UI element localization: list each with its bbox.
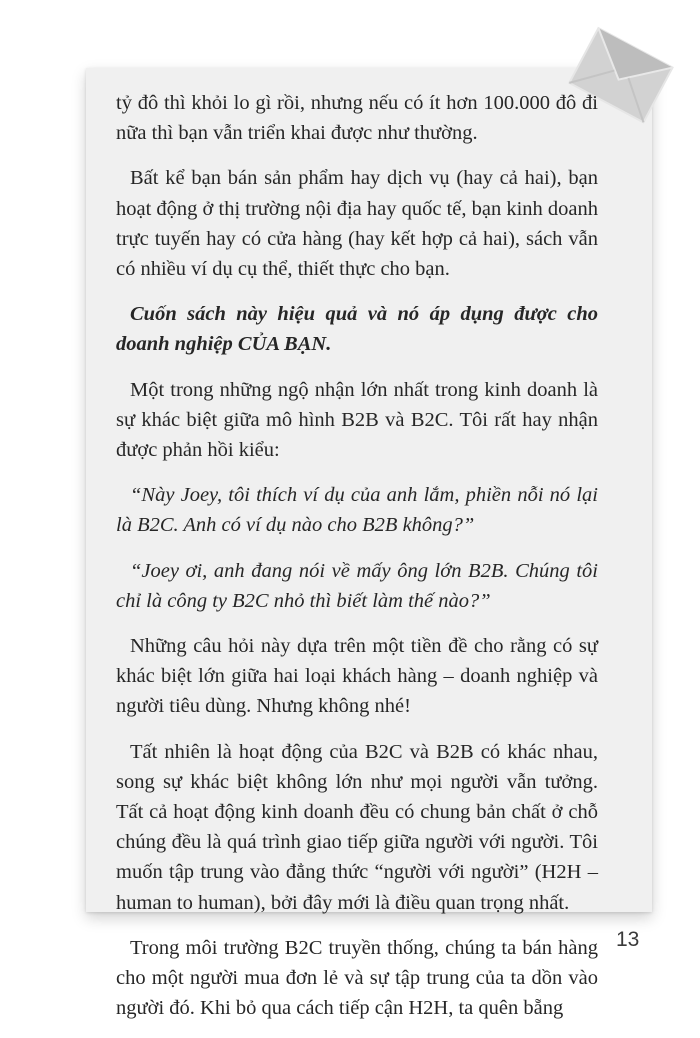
paragraph: Trong môi trường B2C truyền thống, chúng ta bán hàng cho một người mua đơn lẻ và sự tập trung của ta dồn vào người đó. Khi bỏ qua cách tiếp cận H2H, ta quên bẵng: [116, 936, 598, 1020]
body-text: [116, 88, 598, 1038]
quote-paragraph: “Này Joey, tôi thích ví dụ của anh lắm, phiền nỗi nó lại là B2C. Anh có ví dụ nào cho B2B không?”: [116, 484, 598, 537]
paragraph: Bất kể bạn bán sản phẩm hay dịch vụ (hay cả hai), bạn hoạt động ở thị trường nội địa hay quốc tế, bạn kinh doanh trực tuyến hay có cửa hàng (hay kết hợp cả hai), sách vẫn có nhiều ví dụ cụ thể, thiết thực cho bạn.: [116, 167, 599, 281]
paragraph: Những câu hỏi này dựa trên một tiền đề cho rằng có sự khác biệt lớn giữa hai loại khách hàng – doanh nghiệp và người tiêu dùng. Nhưng không nhé!: [116, 635, 598, 718]
quote-paragraph: “Joey ơi, anh đang nói về mấy ông lớn B2B. Chúng tôi chỉ là công ty B2C nhỏ thì biết làm thế nào?”: [116, 559, 598, 612]
paragraph: Tất nhiên là hoạt động của B2C và B2B có khác nhau, song sự khác biệt không lớn như mọi người vẫn tưởng. Tất cả hoạt động kinh doanh đều có chung bản chất ở chỗ chúng đều là quá trình giao tiếp giữa người với người. Tôi muốn tập trung vào đẳng thức “người với người” (H2H – human to human), bởi đây mới là điều quan trọng nhất.: [116, 740, 598, 914]
emphasis-paragraph: Cuốn sách này hiệu quả và nó áp dụng được cho doanh nghiệp CỦA BẠN.: [116, 303, 598, 356]
paragraph: tỷ đô thì khỏi lo gì rồi, nhưng nếu có ít hơn 100.000 đô đi nữa thì bạn vẫn triển khai được như thường.: [116, 92, 598, 145]
page-number: 13: [616, 928, 640, 951]
paragraph: Một trong những ngộ nhận lớn nhất trong kinh doanh là sự khác biệt giữa mô hình B2B và B2C. Tôi rất hay nhận được phản hồi kiểu:: [116, 378, 598, 462]
